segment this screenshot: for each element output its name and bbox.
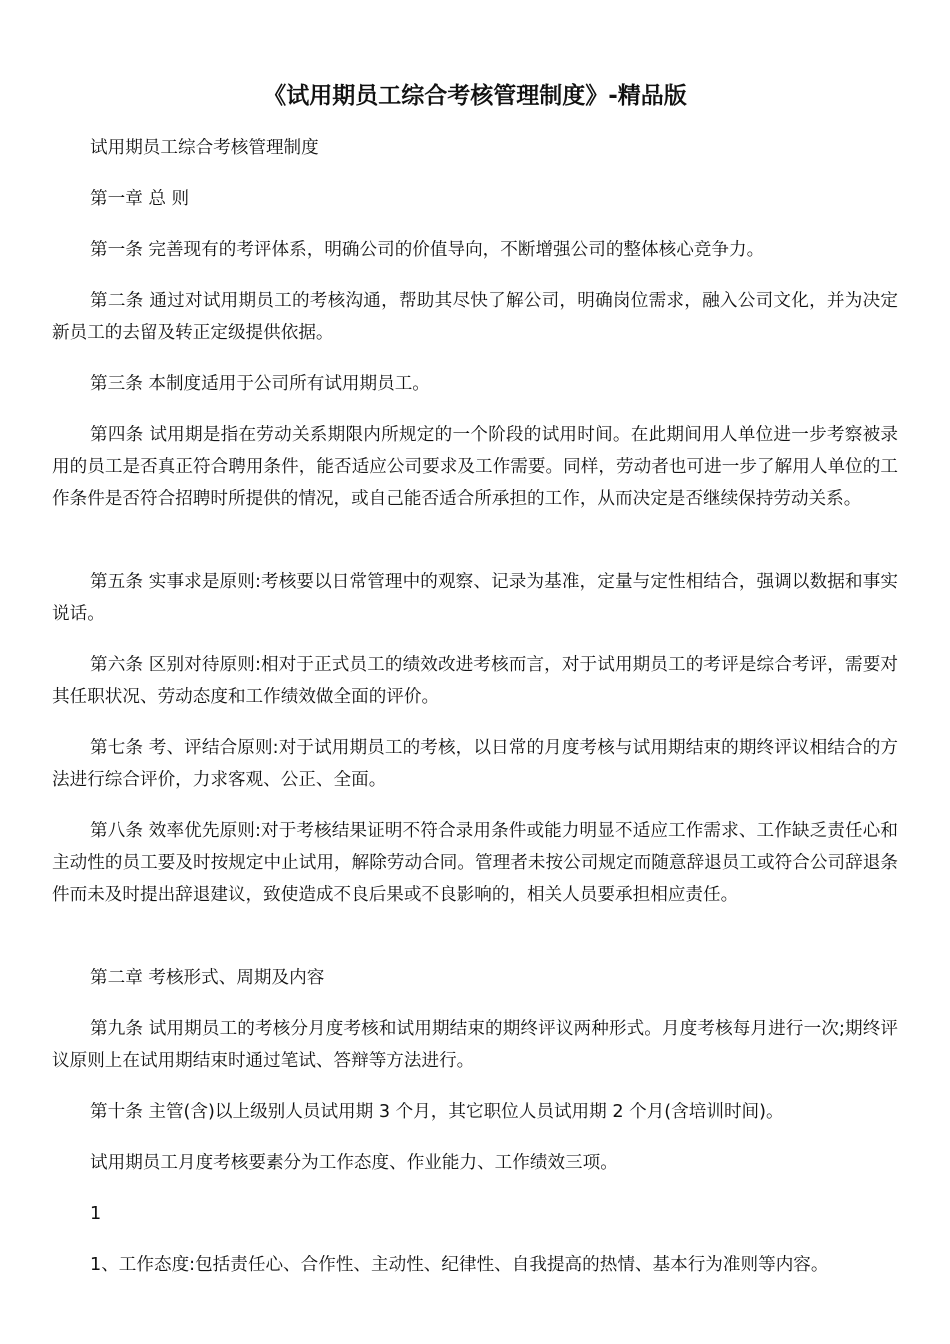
paragraph-chapter-1: 第一章 总 则 xyxy=(90,189,190,209)
paragraph-item-1: 1、工作态度:包括责任心、合作性、主动性、纪律性、自我提高的热情、基本行为准则等内容。 xyxy=(90,1255,829,1275)
paragraph-article-9: 第九条 试用期员工的考核分月度考核和试用期结束的期终评议两种形式。月度考核每月进行一次;期终评议原则上在试用期结束时通过笔试、答辩等方法进行。 xyxy=(52,1019,898,1071)
document-title: 《试用期员工综合考核管理制度》-精品版 xyxy=(263,83,687,109)
paragraph-article-7: 第七条 考、评结合原则:对于试用期员工的考核，以日常的月度考核与试用期结束的期终评议相结合的方法进行综合评价，力求客观、公正、全面。 xyxy=(52,738,898,790)
paragraph-article-2: 第二条 通过对试用期员工的考核沟通，帮助其尽快了解公司，明确岗位需求，融入公司文化，并为决定新员工的去留及转正定级提供依据。 xyxy=(52,291,898,343)
paragraph-page-number: 1 xyxy=(90,1204,102,1224)
paragraph-article-6: 第六条 区别对待原则:相对于正式员工的绩效改进考核而言，对于试用期员工的考评是综合考评，需要对其任职状况、劳动态度和工作绩效做全面的评价。 xyxy=(52,655,898,707)
paragraph-article-3: 第三条 本制度适用于公司所有试用期员工。 xyxy=(90,374,430,394)
paragraph-chapter-2: 第二章 考核形式、周期及内容 xyxy=(90,968,325,988)
paragraph-monthly-elements: 试用期员工月度考核要素分为工作态度、作业能力、工作绩效三项。 xyxy=(90,1153,618,1173)
paragraph-article-1: 第一条 完善现有的考评体系，明确公司的价值导向，不断增强公司的整体核心竞争力。 xyxy=(90,240,765,260)
paragraph-subtitle: 试用期员工综合考核管理制度 xyxy=(90,138,319,158)
paragraph-article-8: 第八条 效率优先原则:对于考核结果证明不符合录用条件或能力明显不适应工作需求、工作缺乏责任心和主动性的员工要及时按规定中止试用，解除劳动合同。管理者未按公司规定而随意辞退员工或符合公司辞退条件而未及时提出辞退建议，致使造成不良后果或不良影响的，相关人员要承担相应责任。 xyxy=(52,821,898,905)
paragraph-article-10: 第十条 主管(含)以上级别人员试用期 3 个月，其它职位人员试用期 2 个月(含培训时间)。 xyxy=(90,1102,784,1122)
paragraph-article-4: 第四条 试用期是指在劳动关系期限内所规定的一个阶段的试用时间。在此期间用人单位进一步考察被录用的员工是否真正符合聘用条件，能否适应公司要求及工作需要。同样，劳动者也可进一步了解用人单位的工作条件是否符合招聘时所提供的情况，或自己能否适合所承担的工作，从而决定是否继续保持劳动关系。 xyxy=(52,425,898,509)
paragraph-article-5: 第五条 实事求是原则:考核要以日常管理中的观察、记录为基准，定量与定性相结合，强调以数据和事实说话。 xyxy=(52,572,898,624)
